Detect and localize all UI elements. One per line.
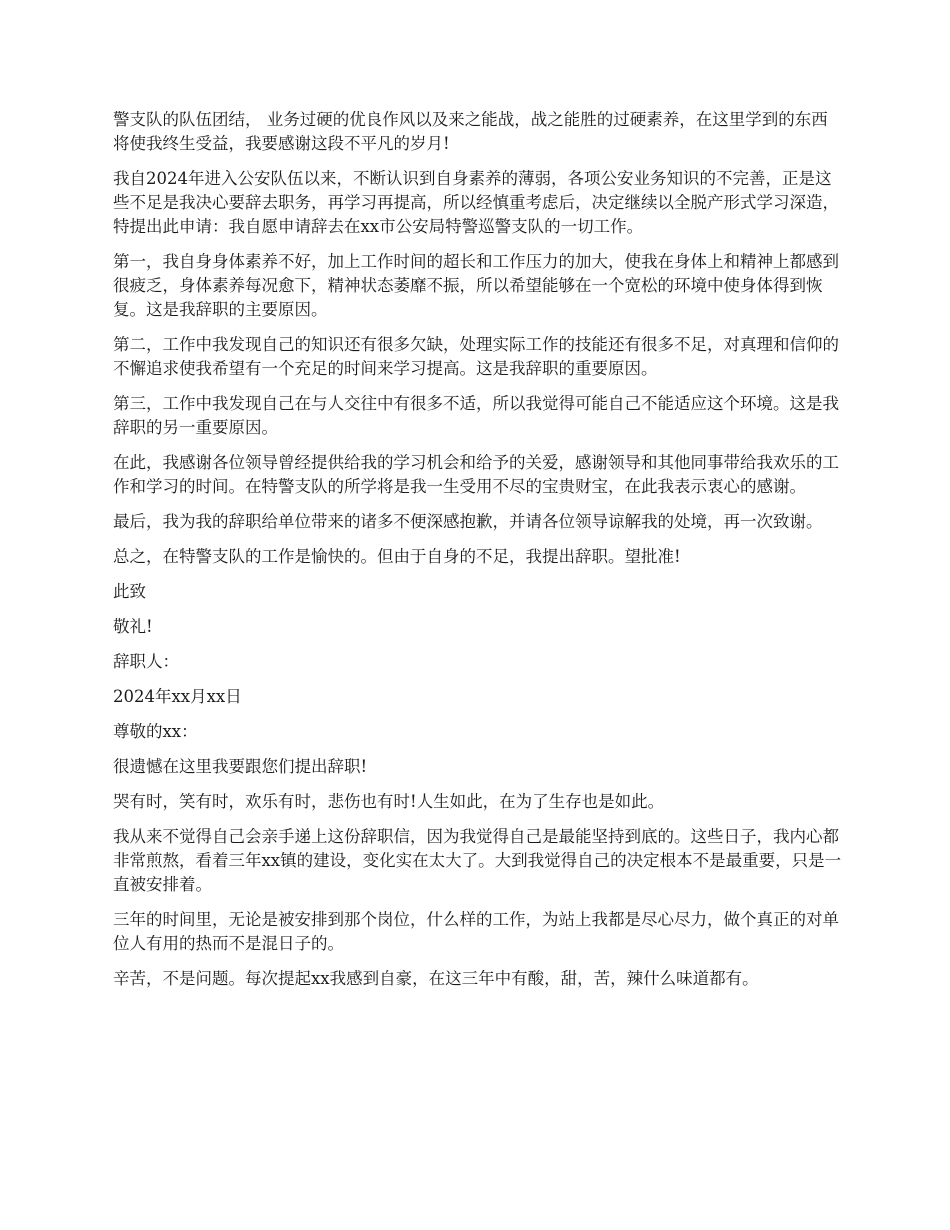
paragraph: 警支队的队伍团结， 业务过硬的优良作风以及来之能战，战之能胜的过硬素养，在这里学到的东西将使我终生受益，我要感谢这段不平凡的岁月! [113,110,828,153]
paragraph: 第三，工作中我发现自己在与人交往中有很多不适，所以我觉得可能自己不能适应这个环境。这是我辞职的另一重要原因。 [113,394,839,437]
paragraph: 总之，在特警支队的工作是愉快的。但由于自身的不足，我提出辞职。望批准! [113,547,681,566]
date-line: 2024年xx月xx日 [113,687,242,706]
paragraph: 最后，我为我的辞职给单位带来的诸多不便深感抱歉，并请各位领导谅解我的处境，再一次致谢。 [113,512,823,531]
paragraph: 哭有时，笑有时，欢乐有时，悲伤也有时!人生如此，在为了生存也是如此。 [113,792,665,811]
paragraph: 三年的时间里，无论是被安排到那个岗位，什么样的工作，为站上我都是尽心尽力，做个真正的对单位人有用的热而不是混日子的。 [113,910,839,953]
closing-salutation: 此致 [113,582,146,601]
paragraph: 第二，工作中我发现自己的知识还有很多欠缺，处理实际工作的技能还有很多不足，对真理和信仰的不懈追求使我希望有一个充足的时间来学习提高。这是我辞职的重要原因。 [113,335,839,378]
signature-label: 辞职人： [113,652,179,671]
paragraph: 我自2024年进入公安队伍以来，不断认识到自身素养的薄弱，各项公安业务知识的不完善，正是这些不足是我决心要辞去职务，再学习再提高，所以经慎重考虑后，决定继续以全脱产形式学习深造，特提出此申请：我自愿申请辞去在xx市公安局特警巡警支队的一切工作。 [113,169,839,236]
paragraph: 辛苦，不是问题。每次提起xx我感到自豪，在这三年中有酸，甜，苦，辣什么味道都有。 [113,969,759,988]
paragraph: 我从来不觉得自己会亲手递上这份辞职信，因为我觉得自己是最能坚持到底的。这些日子，我内心都非常煎熬，看着三年xx镇的建设，变化实在太大了。大到我觉得自己的决定根本不是最重要，只是一直被安排着。 [113,827,842,894]
closing-regards: 敬礼! [113,617,153,636]
paragraph: 在此，我感谢各位领导曾经提供给我的学习机会和给予的关爱，感谢领导和其他同事带给我欢乐的工作和学习的时间。在特警支队的所学将是我一生受用不尽的宝贵财宝，在此我表示衷心的感谢。 [113,453,839,496]
paragraph: 第一，我自身身体素养不好，加上工作时间的超长和工作压力的加大，使我在身体上和精神上都感到很疲乏，身体素养每况愈下，精神状态萎靡不振，所以希望能够在一个宽松的环境中使身体得到恢复。这是我辞职的主要原因。 [113,252,839,319]
paragraph: 很遗憾在这里我要跟您们提出辞职! [113,757,368,776]
document-body [113,108,843,1002]
greeting: 尊敬的xx： [113,722,198,741]
